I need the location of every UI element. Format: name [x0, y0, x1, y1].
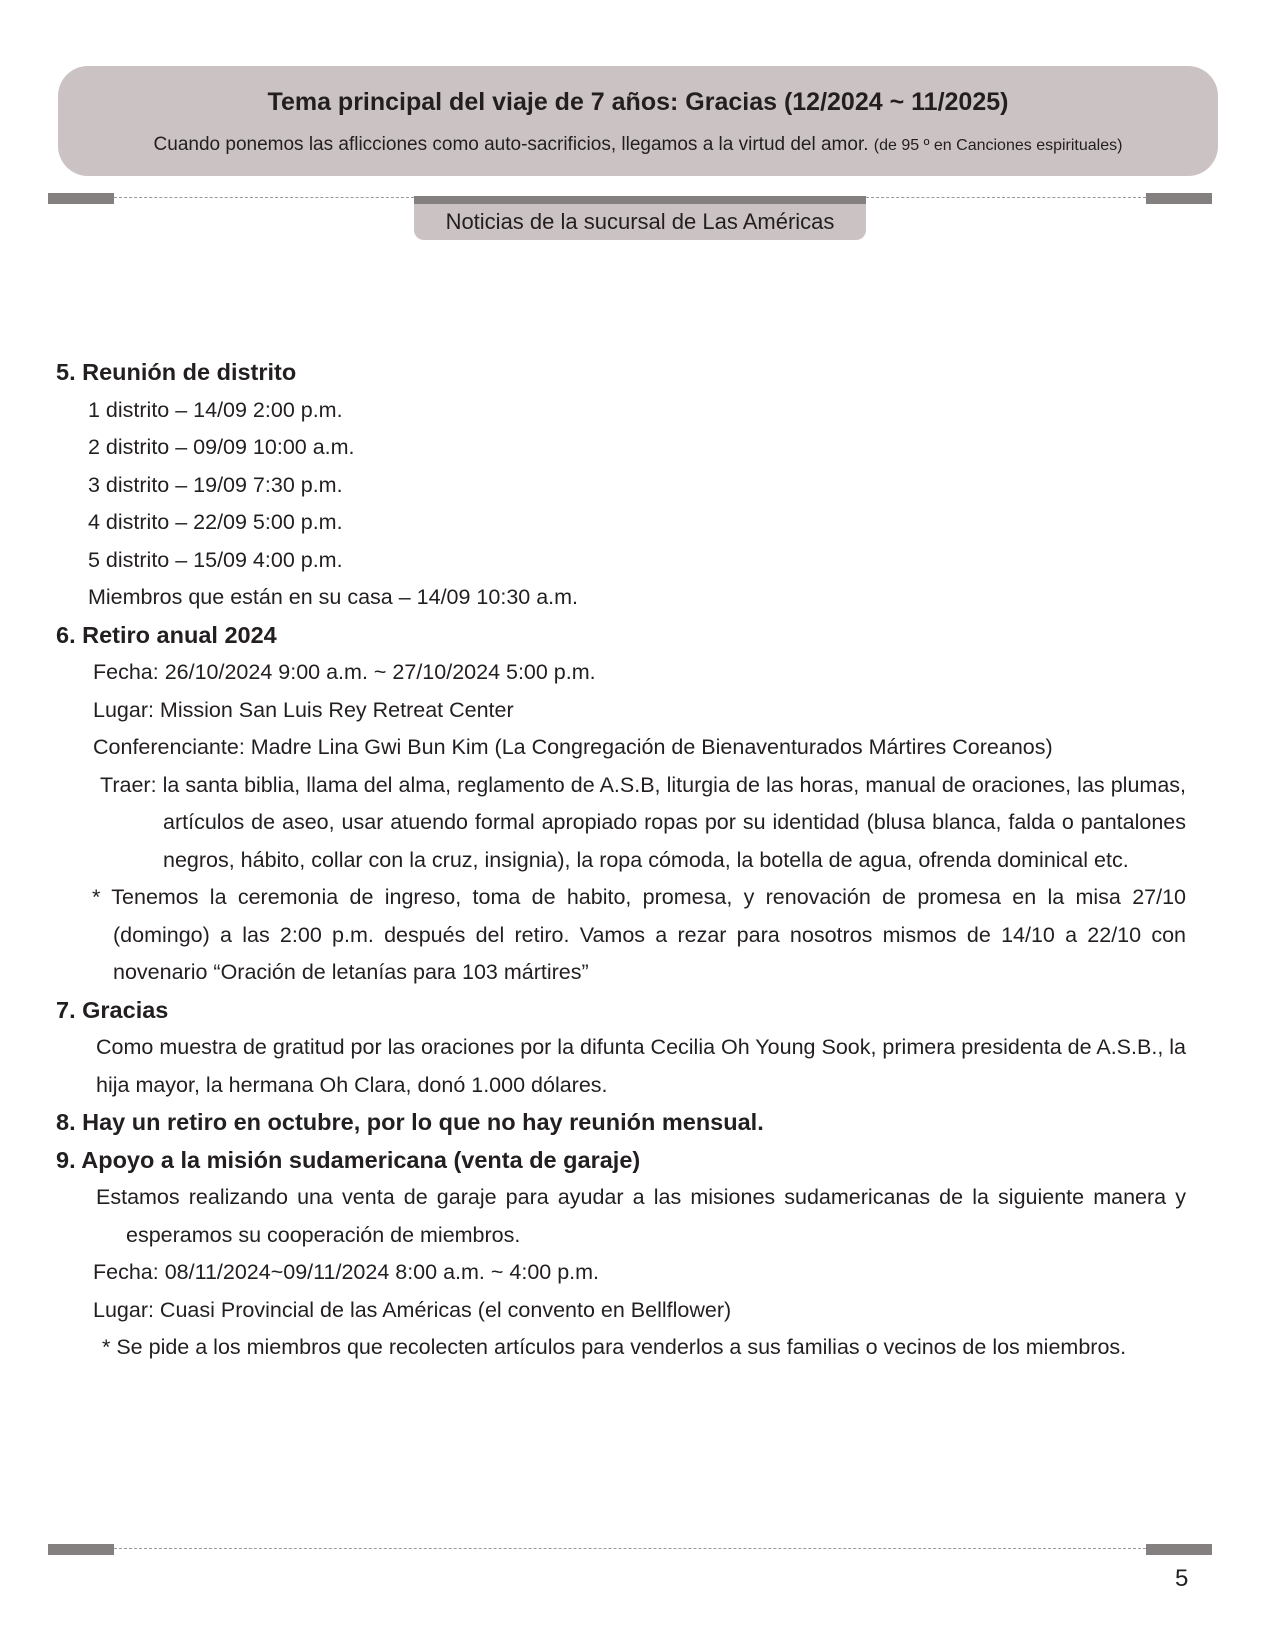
page-number: 5: [1175, 1565, 1189, 1592]
banner-subtitle-text: Cuando ponemos las aflicciones como auto-sacrificios, llegamos a la virtud del amor.: [153, 134, 869, 155]
retreat-speaker: Conferenciante: Madre Lina Gwi Bun Kim (La Congregación de Bienaventurados Mártires Coreanos): [93, 735, 1053, 759]
district-line: 3 distrito – 19/09 7:30 p.m.: [88, 472, 343, 497]
district-line: Miembros que están en su casa – 14/09 10:30 a.m.: [88, 585, 579, 609]
district-line: 4 distrito – 22/09 5:00 p.m.: [88, 510, 343, 534]
banner-subtitle-note: (de 95 º en Canciones espirituales): [873, 137, 1123, 154]
garage-sale-date: Fecha: 08/11/2024~09/11/2024 8:00 a.m. ~ 4:00 p.m.: [93, 1260, 600, 1284]
garage-sale-note: * Se pide a los miembros que recolecten artículos para venderlos a sus familias o vecinos de los miembros.: [102, 1335, 1127, 1359]
section-7-heading: 7. Gracias: [56, 996, 169, 1023]
divider-line-left: [114, 197, 414, 198]
banner-title: Tema principal del viaje de 7 años: Gracias (12/2024 ~ 11/2025): [267, 88, 1009, 116]
gratitude-text: Como muestra de gratitud por las oraciones por la difunta Cecilia Oh Young Sook, primera presidenta de A.S.B., la hija mayor, la hermana Oh Clara, donó 1.000 dólares.: [96, 1035, 1186, 1097]
section-9-heading: 9. Apoyo a la misión sudamericana (venta de garaje): [56, 1146, 641, 1173]
divider-bar-right: [1146, 193, 1212, 204]
footer-line: [114, 1548, 1146, 1549]
news-content: [56, 354, 1186, 1367]
footer-bar-left: [48, 1544, 114, 1555]
retreat-date: Fecha: 26/10/2024 9:00 a.m. ~ 27/10/2024 5:00 p.m.: [93, 660, 596, 684]
section-tab: Noticias de la sucursal de Las Américas: [414, 196, 866, 240]
district-line: 1 distrito – 14/09 2:00 p.m.: [88, 397, 343, 422]
banner-subtitle: [58, 134, 1218, 156]
divider-bar-left: [48, 193, 114, 204]
section-8-heading: 8. Hay un retiro en octubre, por lo que no hay reunión mensual.: [56, 1109, 764, 1135]
retreat-note: * Tenemos la ceremonia de ingreso, toma de habito, promesa, y renovación de promesa en la misa 27/10 (domingo) a las 2:00 p.m. después del retiro. Vamos a rezar para nosotros mismos de 14/10 a 22/10 con novenario “Oración de letanías para 103 mártires”: [92, 885, 1186, 984]
garage-sale-place: Lugar: Cuasi Provincial de las Américas (el convento en Bellflower): [93, 1297, 732, 1322]
district-line: 5 distrito – 15/09 4:00 p.m.: [88, 547, 343, 572]
divider-line-right: [866, 197, 1146, 198]
district-line: 2 distrito – 09/09 10:00 a.m.: [88, 435, 355, 459]
retreat-bring-list: Traer: la santa biblia, llama del alma, reglamento de A.S.B, liturgia de las horas, manual de oraciones, las plumas, artículos de aseo, usar atuendo formal apropiado ropas por su identidad (blusa blanca, falda o pantalones negros, hábito, collar con la cruz, insignia), la ropa cómoda, la botella de agua, ofrenda dominical etc.: [100, 772, 1186, 872]
section-6-heading: 6. Retiro anual 2024: [56, 621, 277, 648]
retreat-place: Lugar: Mission San Luis Rey Retreat Center: [93, 697, 514, 722]
theme-banner: [58, 66, 1218, 176]
footer-bar-right: [1146, 1544, 1212, 1555]
section-5-heading: 5. Reunión de distrito: [56, 359, 297, 385]
garage-sale-text: Estamos realizando una venta de garaje para ayudar a las misiones sudamericanas de la siguiente manera y esperamos su cooperación de miembros.: [96, 1185, 1186, 1247]
